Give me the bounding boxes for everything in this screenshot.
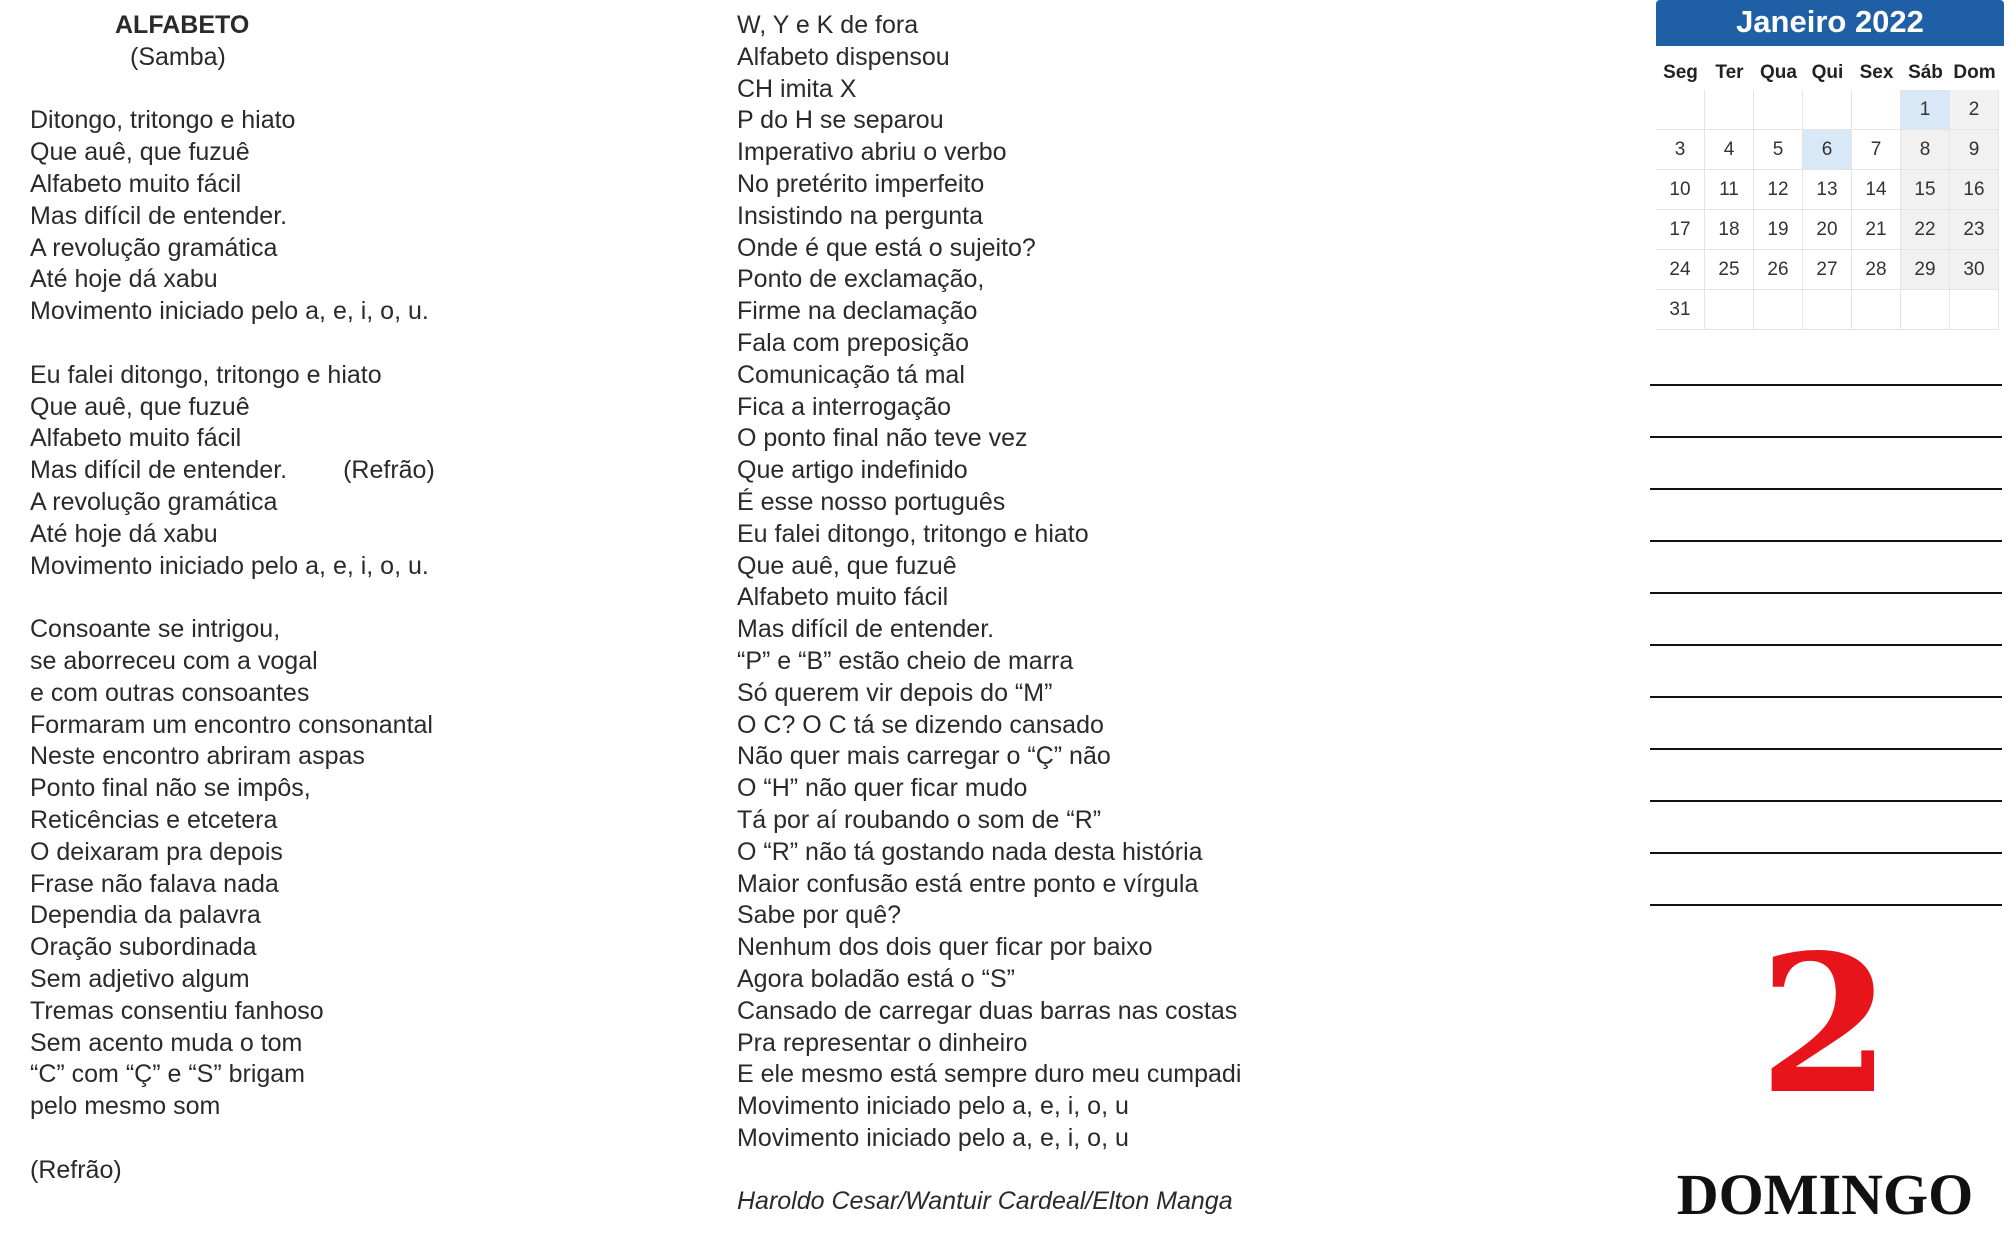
lyrics-stanzas <box>30 74 710 1187</box>
calendar-empty-cell <box>1705 290 1754 330</box>
calendar-day: 23 <box>1950 210 1999 250</box>
lyric-line: No pretérito imperfeito <box>737 169 985 198</box>
calendar-day: 11 <box>1705 170 1754 210</box>
lyric-line: e com outras consoantes <box>30 678 310 707</box>
lyric-line: Que auê, que fuzuê <box>30 138 250 167</box>
lyric-line: Ditongo, tritongo e hiato <box>30 106 296 135</box>
lyric-line: O “R” não tá gostando nada desta história <box>737 837 1203 866</box>
lyric-line: O “H” não quer ficar mudo <box>737 774 1028 803</box>
lyric-line: Eu falei ditongo, tritongo e hiato <box>737 519 1089 548</box>
note-line <box>1650 698 2002 750</box>
lyric-line: Mas difícil de entender. (Refrão) <box>30 456 435 485</box>
calendar-day: 25 <box>1705 250 1754 290</box>
lyric-line: A revolução gramática <box>30 487 278 516</box>
lyric-line: Sem adjetivo algum <box>30 964 250 993</box>
lyric-line: Neste encontro abriram aspas <box>30 742 365 771</box>
lyric-line: Fica a interrogação <box>737 392 952 421</box>
lyric-line: A revolução gramática <box>30 233 278 262</box>
calendar-empty-cell <box>1901 290 1950 330</box>
calendar-empty-cell <box>1705 90 1754 130</box>
lyric-line: “P” e “B” estão cheio de marra <box>737 646 1074 675</box>
lyric-line: Comunicação tá mal <box>737 360 965 389</box>
note-line <box>1650 386 2002 438</box>
lyric-line: Sabe por quê? <box>737 901 902 930</box>
calendar-day: 13 <box>1803 170 1852 210</box>
lyric-line: Fala com preposição <box>737 328 970 357</box>
lyric-line: Ponto final não se impôs, <box>30 774 311 803</box>
lyric-line: pelo mesmo som <box>30 1092 221 1121</box>
lyric-line: Que auê, que fuzuê <box>30 392 250 421</box>
calendar-day: 29 <box>1901 250 1950 290</box>
lyric-line: Reticências e etcetera <box>30 805 278 834</box>
calendar-day: 15 <box>1901 170 1950 210</box>
lyric-line: É esse nosso português <box>737 487 1006 516</box>
weekday-header: Sex <box>1859 62 1894 83</box>
month-calendar <box>1656 0 2004 330</box>
calendar-day: 3 <box>1656 130 1705 170</box>
weekday-header: Seg <box>1663 62 1698 83</box>
calendar-day: 7 <box>1852 130 1901 170</box>
lyric-line: Nenhum dos dois quer ficar por baixo <box>737 933 1153 962</box>
calendar-empty-cell <box>1803 290 1852 330</box>
calendar-empty-cell <box>1950 290 1999 330</box>
lyric-line: Só querem vir depois do “M” <box>737 678 1053 707</box>
note-line <box>1650 802 2002 854</box>
weekday-header: Dom <box>1953 62 1996 83</box>
song-credits: Haroldo Cesar/Wantuir Cardeal/Elton Manga <box>737 1187 1233 1216</box>
lyric-line: Tremas consentiu fanhoso <box>30 996 324 1025</box>
calendar-day: 2 <box>1950 90 1999 130</box>
lyric-line: Movimento iniciado pelo a, e, i, o, u. <box>30 297 429 326</box>
lyric-line: Que auê, que fuzuê <box>737 551 957 580</box>
lyric-line: Movimento iniciado pelo a, e, i, o, u. <box>30 551 429 580</box>
calendar-day: 4 <box>1705 130 1754 170</box>
lyric-line: Eu falei ditongo, tritongo e hiato <box>30 360 382 389</box>
weekday-header: Qua <box>1760 62 1797 83</box>
lyric-line: Até hoje dá xabu <box>30 265 218 294</box>
refrain-note: (Refrão) <box>343 456 435 485</box>
calendar-empty-cell <box>1656 90 1705 130</box>
calendar-day: 18 <box>1705 210 1754 250</box>
note-line <box>1650 334 2002 386</box>
calendar-day: 31 <box>1656 290 1705 330</box>
lyric-line: Sem acento muda o tom <box>30 1028 303 1057</box>
song-title: ALFABETO <box>115 11 250 39</box>
lyric-line: Movimento iniciado pelo a, e, i, o, u <box>737 1123 1129 1152</box>
calendar-day: 30 <box>1950 250 1999 290</box>
calendar-grid <box>1656 56 2004 330</box>
weekday-header: Sáb <box>1908 62 1943 83</box>
lyric-line: se aborreceu com a vogal <box>30 646 318 675</box>
calendar-day: 20 <box>1803 210 1852 250</box>
calendar-day: 6 <box>1803 130 1852 170</box>
lyric-line: Onde é que está o sujeito? <box>737 233 1036 262</box>
calendar-empty-cell <box>1852 290 1901 330</box>
lyric-line: Alfabeto muito fácil <box>30 169 242 198</box>
note-line <box>1650 594 2002 646</box>
lyric-line: O deixaram pra depois <box>30 837 283 866</box>
calendar-day: 22 <box>1901 210 1950 250</box>
lyric-line: Oração subordinada <box>30 933 257 962</box>
lyrics-lines <box>737 10 1457 1155</box>
lyric-line: Pra representar o dinheiro <box>737 1028 1028 1057</box>
lyric-line: Dependia da palavra <box>30 901 261 930</box>
day-number: 2 <box>1758 913 1892 1136</box>
lyric-line: Que artigo indefinido <box>737 456 968 485</box>
lyric-line: “C” com “Ç” e “S” brigam <box>30 1060 306 1089</box>
note-line <box>1650 542 2002 594</box>
calendar-day: 16 <box>1950 170 1999 210</box>
lyric-line: W, Y e K de fora <box>737 11 919 39</box>
lyric-line: Tá por aí roubando o som de “R” <box>737 805 1102 834</box>
lyric-line: Insistindo na pergunta <box>737 201 984 230</box>
lyric-line: Alfabeto dispensou <box>737 42 950 71</box>
weekday-header: Ter <box>1715 62 1744 83</box>
lyric-line: Imperativo abriu o verbo <box>737 138 1007 167</box>
calendar-day: 5 <box>1754 130 1803 170</box>
calendar-day: 10 <box>1656 170 1705 210</box>
note-lines <box>1650 334 2002 906</box>
lyric-line: Formaram um encontro consonantal <box>30 710 433 739</box>
lyric-line: (Refrão) <box>30 1155 122 1184</box>
calendar-day: 9 <box>1950 130 1999 170</box>
calendar-day: 1 <box>1901 90 1950 130</box>
calendar-day: 26 <box>1754 250 1803 290</box>
song-genre: (Samba) <box>130 42 226 71</box>
note-line <box>1650 646 2002 698</box>
lyric-line: O ponto final não teve vez <box>737 424 1028 453</box>
lyric-line: Cansado de carregar duas barras nas costas <box>737 996 1238 1025</box>
lyric-line: Firme na declamação <box>737 297 978 326</box>
lyric-line: CH imita X <box>737 74 857 103</box>
note-line <box>1650 490 2002 542</box>
lyric-line: E ele mesmo está sempre duro meu cumpadi <box>737 1060 1242 1089</box>
lyric-line: Frase não falava nada <box>30 869 279 898</box>
lyric-line: Mas difícil de entender. <box>737 615 995 644</box>
lyrics-column-right <box>737 10 1457 1218</box>
calendar-day: 19 <box>1754 210 1803 250</box>
stanza-gap <box>30 1123 710 1155</box>
lyrics-column-left <box>30 10 710 1186</box>
weekday-header: Qui <box>1811 62 1844 83</box>
lyric-line: Até hoje dá xabu <box>30 519 218 548</box>
stanza-gap <box>30 582 710 614</box>
lyric-line: P do H se separou <box>737 106 944 135</box>
stanza-gap <box>30 74 710 106</box>
lyric-line: Alfabeto muito fácil <box>737 583 949 612</box>
calendar-day: 14 <box>1852 170 1901 210</box>
calendar-empty-cell <box>1852 90 1901 130</box>
lyric-line: Ponto de exclamação, <box>737 265 985 294</box>
lyric-line: Maior confusão está entre ponto e vírgula <box>737 869 1199 898</box>
stanza-gap <box>30 328 710 360</box>
lyric-line: Consoante se intrigou, <box>30 615 281 644</box>
weekday-name: DOMINGO <box>1676 1162 1974 1227</box>
lyric-line: Alfabeto muito fácil <box>30 424 242 453</box>
calendar-day: 17 <box>1656 210 1705 250</box>
calendar-title: Janeiro 2022 <box>1656 0 2004 46</box>
calendar-empty-cell <box>1754 290 1803 330</box>
calendar-empty-cell <box>1803 90 1852 130</box>
lyric-line: Movimento iniciado pelo a, e, i, o, u <box>737 1092 1129 1121</box>
calendar-day: 21 <box>1852 210 1901 250</box>
lyric-line: Mas difícil de entender. <box>30 201 288 230</box>
calendar-empty-cell <box>1754 90 1803 130</box>
calendar-day: 27 <box>1803 250 1852 290</box>
lyric-line: Não quer mais carregar o “Ç” não <box>737 742 1111 771</box>
calendar-day: 12 <box>1754 170 1803 210</box>
calendar-day: 24 <box>1656 250 1705 290</box>
lyric-line: Agora boladão está o “S” <box>737 964 1015 993</box>
calendar-day: 28 <box>1852 250 1901 290</box>
note-line <box>1650 438 2002 490</box>
note-line <box>1650 854 2002 906</box>
lyric-line: O C? O C tá se dizendo cansado <box>737 710 1104 739</box>
calendar-day: 8 <box>1901 130 1950 170</box>
note-line <box>1650 750 2002 802</box>
